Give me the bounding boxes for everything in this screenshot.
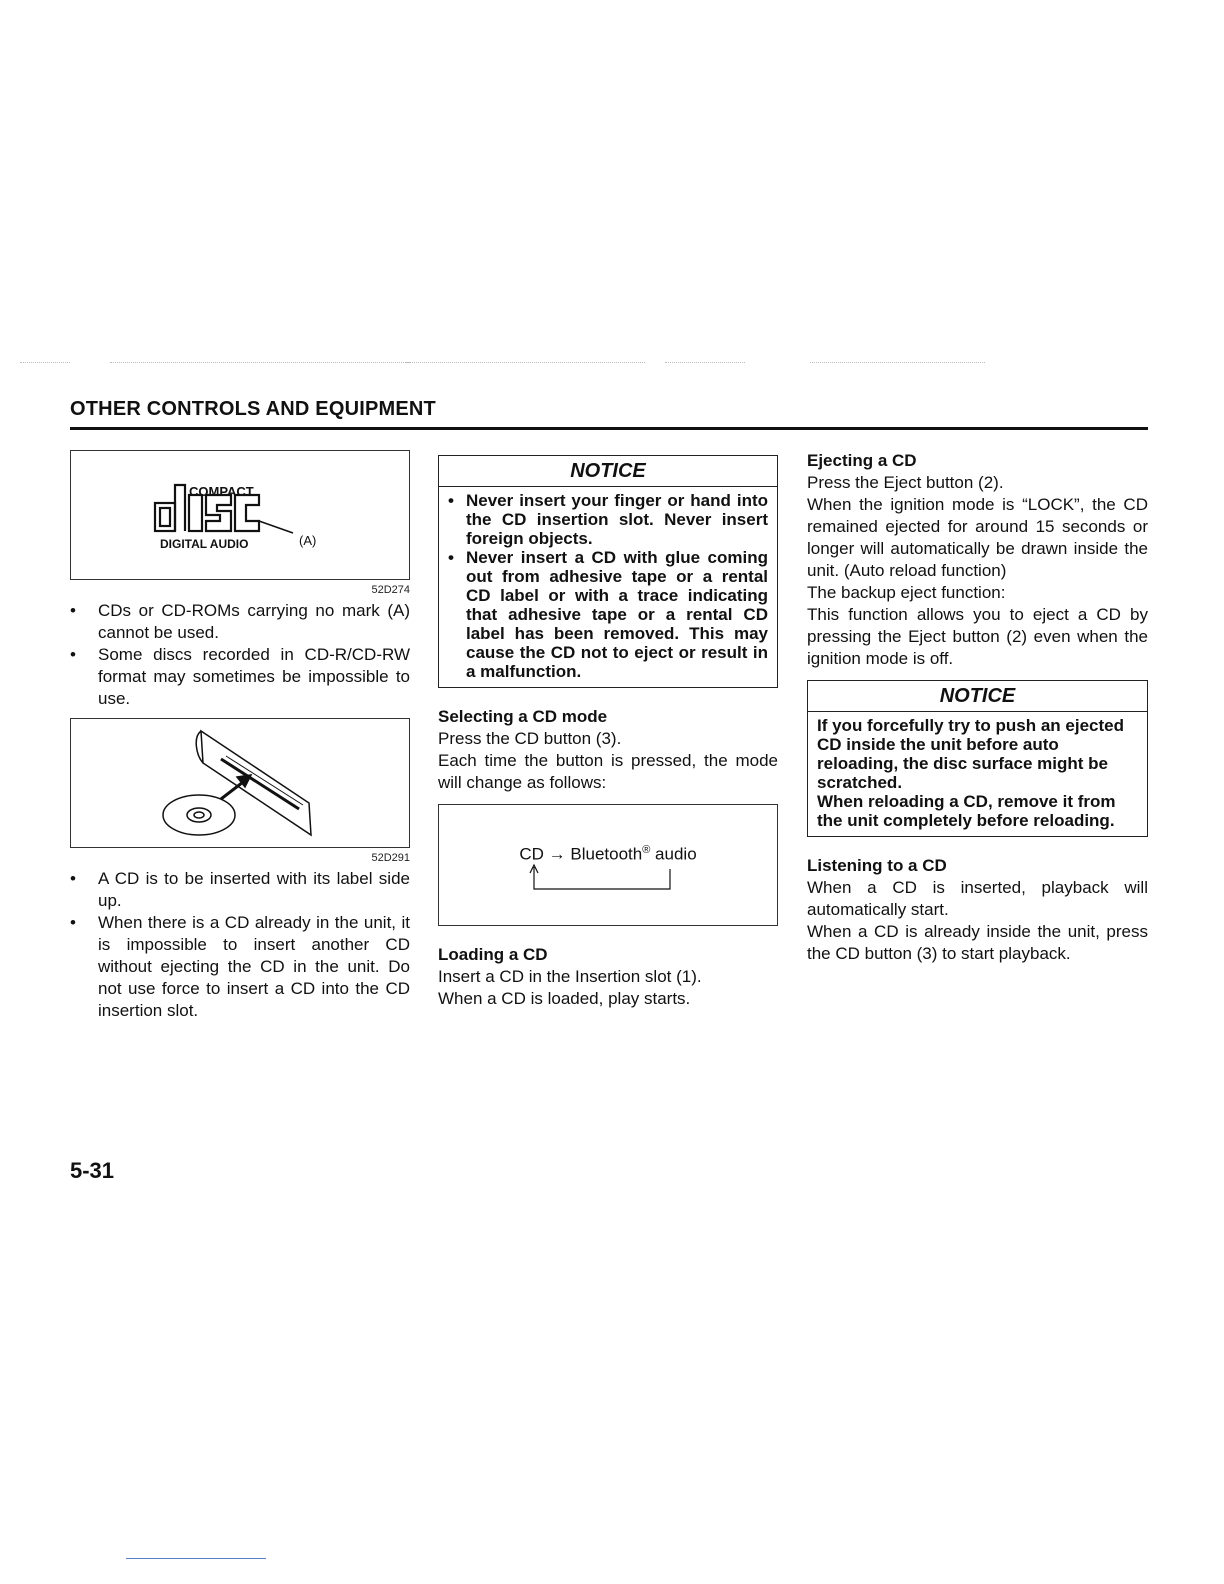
column-middle	[438, 455, 778, 1010]
notice-heading: NOTICE	[439, 456, 777, 487]
compact-disc-logo-icon	[71, 451, 408, 578]
column-left	[70, 450, 410, 1022]
cd-insertion-figure	[70, 718, 410, 848]
section-loading	[438, 944, 778, 1010]
scan-artifact-line	[20, 362, 70, 363]
scan-artifact-line	[810, 362, 985, 363]
svg-text:DIGITAL AUDIO: DIGITAL AUDIO	[160, 537, 249, 551]
bullet-list	[70, 600, 410, 710]
footer-line	[126, 1558, 266, 1559]
section-listening	[807, 855, 1148, 965]
section-select-mode	[438, 706, 778, 794]
column-right	[807, 450, 1148, 965]
section-heading: Loading a CD	[438, 945, 548, 964]
svg-text:(A): (A)	[299, 533, 317, 548]
mode-sequence-diagram	[438, 804, 778, 926]
mode-audio: audio	[650, 844, 697, 864]
notice-item: • Never insert your finger or hand into the CD insertion slot. Never insert foreign objects.	[448, 491, 768, 548]
page-number: 5-31	[70, 1158, 115, 1183]
paragraph: When a CD is inserted, playback will automatically start.	[807, 878, 1148, 919]
registered-mark: ®	[642, 844, 651, 856]
notice-box	[807, 680, 1148, 837]
scan-artifact-line	[110, 362, 410, 363]
notice-heading: NOTICE	[808, 681, 1147, 712]
list-item: • When there is a CD already in the unit, it is impossible to insert another CD without ejecting the CD in the unit. Do not use force to insert a CD into the CD insertion slot.	[70, 912, 410, 1022]
arrow-right-icon: →	[548, 844, 566, 864]
bullet-list	[70, 868, 410, 1022]
cd-insertion-illustration-icon	[71, 719, 408, 846]
notice-item: • Never insert a CD with glue coming out from adhesive tape or a rental CD label or with a trace indicating that adhesive tape or a rental CD label has been removed. This may cause the CD not to eject or result in a malfunction.	[448, 548, 768, 681]
paragraph: When a CD is loaded, play starts.	[438, 989, 691, 1008]
mode-bluetooth: Bluetooth	[570, 844, 643, 864]
list-item: • Some discs recorded in CD-R/CD-RW format may sometimes be impossible to use.	[70, 644, 410, 710]
scan-artifact-line	[405, 362, 645, 363]
paragraph: Press the CD button (3).	[438, 729, 622, 748]
paragraph: When a CD is already inside the unit, press the CD button (3) to start playback.	[807, 922, 1148, 963]
list-item: • A CD is to be inserted with its label side up.	[70, 868, 410, 912]
list-item: • CDs or CD-ROMs carrying no mark (A) cannot be used.	[70, 600, 410, 644]
title-rule	[70, 427, 1148, 430]
figure-code: 52D274	[371, 584, 410, 596]
section-heading: Listening to a CD	[807, 856, 947, 875]
svg-text:COMPACT: COMPACT	[189, 484, 254, 499]
mode-cd: CD	[519, 844, 544, 864]
paragraph: The backup eject function:	[807, 583, 1006, 602]
figure-code: 52D291	[371, 852, 410, 864]
disc-logo-figure	[70, 450, 410, 580]
paragraph: When the ignition mode is “LOCK”, the CD remained ejected for around 15 seconds or longer will automatically be drawn inside the unit. (Auto reload function)	[807, 495, 1148, 580]
notice-body	[808, 712, 1147, 836]
section-heading: Selecting a CD mode	[438, 707, 608, 726]
page-title: OTHER CONTROLS AND EQUIPMENT	[70, 398, 436, 420]
notice-body	[439, 487, 777, 687]
notice-text: When reloading a CD, remove it from the unit completely before reloading.	[817, 792, 1116, 830]
paragraph: Press the Eject button (2).	[807, 473, 1004, 492]
section-heading: Ejecting a CD	[807, 451, 917, 470]
paragraph: This function allows you to eject a CD by pressing the Eject button (2) even when the ignition mode is off.	[807, 605, 1148, 668]
notice-text: If you forcefully try to push an ejected CD inside the unit before auto reloading, the disc surface might be scratched.	[817, 716, 1124, 792]
paragraph: Each time the button is pressed, the mode will change as follows:	[438, 751, 778, 792]
paragraph: Insert a CD in the Insertion slot (1).	[438, 967, 702, 986]
notice-box	[438, 455, 778, 688]
return-arrow-icon	[439, 805, 776, 927]
section-ejecting	[807, 450, 1148, 670]
scan-artifact-line	[665, 362, 745, 363]
